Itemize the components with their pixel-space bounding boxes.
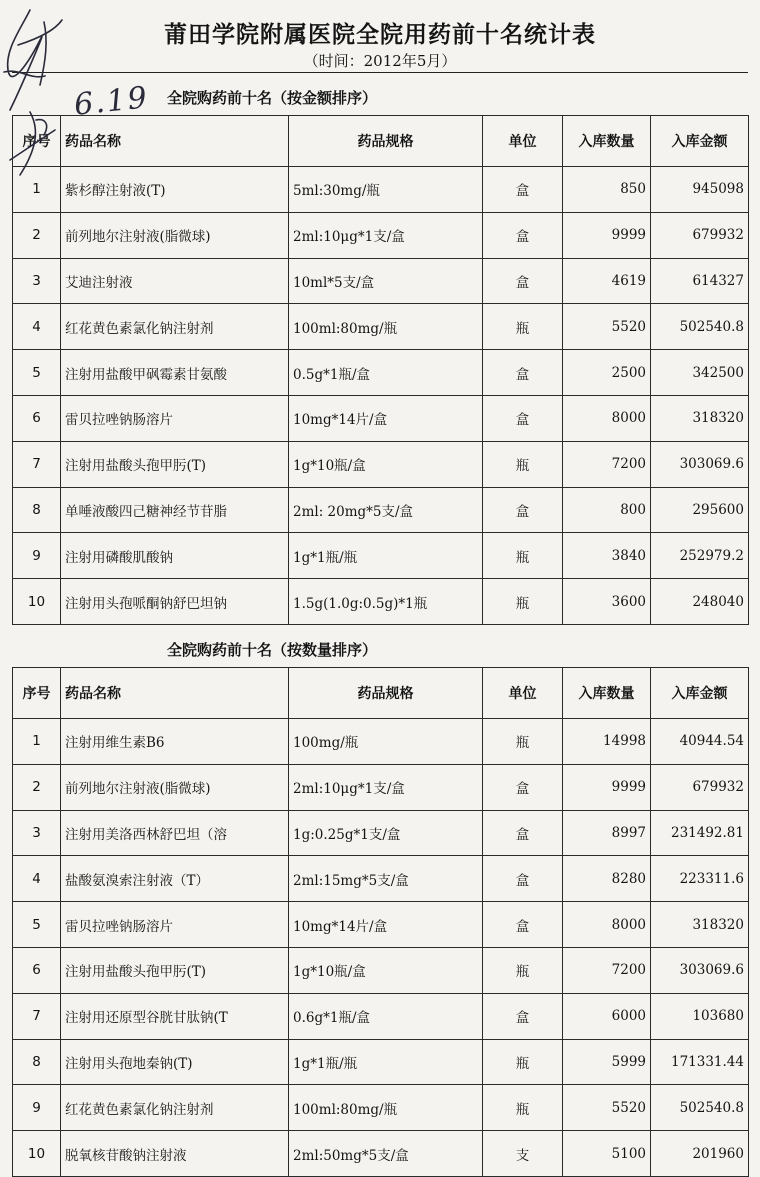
table-row bbox=[13, 487, 749, 533]
cell-quantity: 800 bbox=[563, 487, 651, 533]
col-header-no: 序号 bbox=[13, 116, 61, 167]
cell-amount: 614327 bbox=[651, 258, 749, 304]
cell-drug-name: 注射用头孢哌酮钠舒巴坦钠 bbox=[61, 579, 289, 625]
table-body-by-quantity bbox=[13, 718, 749, 1176]
col-header-name: 药品名称 bbox=[61, 667, 289, 718]
table-row bbox=[13, 258, 749, 304]
table-row bbox=[13, 947, 749, 993]
cell-drug-name: 雷贝拉唑钠肠溶片 bbox=[61, 902, 289, 948]
cell-spec: 5ml:30mg/瓶 bbox=[289, 167, 483, 213]
cell-drug-name: 注射用磷酸肌酸钠 bbox=[61, 533, 289, 579]
cell-no: 7 bbox=[13, 441, 61, 487]
table-row bbox=[13, 395, 749, 441]
cell-no: 3 bbox=[13, 810, 61, 856]
cell-no: 4 bbox=[13, 304, 61, 350]
cell-quantity: 14998 bbox=[563, 718, 651, 764]
cell-amount: 303069.6 bbox=[651, 441, 749, 487]
cell-drug-name: 前列地尔注射液(脂微球) bbox=[61, 764, 289, 810]
cell-amount: 248040 bbox=[651, 579, 749, 625]
table-row bbox=[13, 1131, 749, 1177]
cell-amount: 342500 bbox=[651, 350, 749, 396]
cell-quantity: 6000 bbox=[563, 993, 651, 1039]
cell-quantity: 2500 bbox=[563, 350, 651, 396]
table-row bbox=[13, 350, 749, 396]
table-row bbox=[13, 304, 749, 350]
cell-spec: 1.5g(1.0g:0.5g)*1瓶 bbox=[289, 579, 483, 625]
col-header-spec: 药品规格 bbox=[289, 667, 483, 718]
cell-spec: 2ml:15mg*5支/盒 bbox=[289, 856, 483, 902]
cell-quantity: 850 bbox=[563, 167, 651, 213]
cell-unit: 瓶 bbox=[483, 441, 563, 487]
cell-spec: 1g*1瓶/瓶 bbox=[289, 1039, 483, 1085]
cell-unit: 瓶 bbox=[483, 1039, 563, 1085]
cell-drug-name: 红花黄色素氯化钠注射剂 bbox=[61, 1085, 289, 1131]
cell-no: 9 bbox=[13, 533, 61, 579]
col-header-spec: 药品规格 bbox=[289, 116, 483, 167]
cell-no: 6 bbox=[13, 395, 61, 441]
cell-drug-name: 盐酸氨溴索注射液（T） bbox=[61, 856, 289, 902]
cell-amount: 171331.44 bbox=[651, 1039, 749, 1085]
cell-amount: 40944.54 bbox=[651, 718, 749, 764]
cell-quantity: 3840 bbox=[563, 533, 651, 579]
table-row bbox=[13, 902, 749, 948]
document-date: （时间：2012年5月） bbox=[303, 52, 457, 70]
cell-no: 6 bbox=[13, 947, 61, 993]
table-row bbox=[13, 167, 749, 213]
table-row bbox=[13, 1085, 749, 1131]
cell-amount: 295600 bbox=[651, 487, 749, 533]
cell-amount: 679932 bbox=[651, 212, 749, 258]
cell-spec: 2ml: 20mg*5支/盒 bbox=[289, 487, 483, 533]
cell-unit: 盒 bbox=[483, 487, 563, 533]
cell-unit: 盒 bbox=[483, 993, 563, 1039]
cell-unit: 瓶 bbox=[483, 533, 563, 579]
cell-spec: 1g*1瓶/瓶 bbox=[289, 533, 483, 579]
cell-quantity: 9999 bbox=[563, 764, 651, 810]
cell-drug-name: 注射用维生素B6 bbox=[61, 718, 289, 764]
header-row bbox=[13, 116, 749, 167]
cell-unit: 盒 bbox=[483, 395, 563, 441]
cell-spec: 10mg*14片/盒 bbox=[289, 395, 483, 441]
cell-unit: 盒 bbox=[483, 856, 563, 902]
cell-amount: 502540.8 bbox=[651, 304, 749, 350]
cell-amount: 223311.6 bbox=[651, 856, 749, 902]
header-row bbox=[13, 667, 749, 718]
statistics-sheet bbox=[12, 72, 748, 1177]
table-row bbox=[13, 579, 749, 625]
cell-no: 5 bbox=[13, 902, 61, 948]
cell-amount: 318320 bbox=[651, 395, 749, 441]
table-row bbox=[13, 1039, 749, 1085]
cell-quantity: 8000 bbox=[563, 902, 651, 948]
cell-amount: 201960 bbox=[651, 1131, 749, 1177]
col-header-amount: 入库金额 bbox=[651, 667, 749, 718]
cell-no: 3 bbox=[13, 258, 61, 304]
table-row bbox=[13, 856, 749, 902]
table-body-by-amount bbox=[13, 167, 749, 625]
cell-unit: 盒 bbox=[483, 350, 563, 396]
cell-unit: 盒 bbox=[483, 212, 563, 258]
cell-amount: 945098 bbox=[651, 167, 749, 213]
document-title: 莆田学院附属医院全院用药前十名统计表 bbox=[164, 22, 596, 48]
handwritten-note: 6.19 bbox=[72, 80, 151, 123]
col-header-qty: 入库数量 bbox=[563, 667, 651, 718]
cell-quantity: 4619 bbox=[563, 258, 651, 304]
cell-no: 10 bbox=[13, 579, 61, 625]
cell-amount: 318320 bbox=[651, 902, 749, 948]
cell-spec: 10ml*5支/盒 bbox=[289, 258, 483, 304]
section-title-by-amount: 全院购药前十名（按金额排序） bbox=[167, 89, 378, 107]
cell-drug-name: 红花黄色素氯化钠注射剂 bbox=[61, 304, 289, 350]
cell-quantity: 5100 bbox=[563, 1131, 651, 1177]
cell-quantity: 5999 bbox=[563, 1039, 651, 1085]
cell-no: 9 bbox=[13, 1085, 61, 1131]
cell-quantity: 3600 bbox=[563, 579, 651, 625]
table-row bbox=[13, 718, 749, 764]
cell-amount: 252979.2 bbox=[651, 533, 749, 579]
cell-unit: 瓶 bbox=[483, 304, 563, 350]
cell-no: 8 bbox=[13, 1039, 61, 1085]
cell-drug-name: 单唾液酸四己糖神经节苷脂 bbox=[61, 487, 289, 533]
cell-drug-name: 注射用盐酸头孢甲肟(T) bbox=[61, 441, 289, 487]
cell-drug-name: 注射用还原型谷胱甘肽钠(T bbox=[61, 993, 289, 1039]
cell-spec: 1g*10瓶/盒 bbox=[289, 947, 483, 993]
cell-no: 10 bbox=[13, 1131, 61, 1177]
cell-unit: 瓶 bbox=[483, 718, 563, 764]
cell-drug-name: 雷贝拉唑钠肠溶片 bbox=[61, 395, 289, 441]
cell-spec: 2ml:50mg*5支/盒 bbox=[289, 1131, 483, 1177]
col-header-amount: 入库金额 bbox=[651, 116, 749, 167]
cell-drug-name: 前列地尔注射液(脂微球) bbox=[61, 212, 289, 258]
cell-no: 1 bbox=[13, 718, 61, 764]
cell-amount: 303069.6 bbox=[651, 947, 749, 993]
cell-quantity: 8000 bbox=[563, 395, 651, 441]
cell-amount: 502540.8 bbox=[651, 1085, 749, 1131]
cell-amount: 231492.81 bbox=[651, 810, 749, 856]
cell-amount: 679932 bbox=[651, 764, 749, 810]
cell-drug-name: 注射用盐酸甲砜霉素甘氨酸 bbox=[61, 350, 289, 396]
cell-drug-name: 注射用盐酸头孢甲肟(T) bbox=[61, 947, 289, 993]
table-by-quantity bbox=[12, 667, 749, 1177]
table-row bbox=[13, 993, 749, 1039]
cell-drug-name: 艾迪注射液 bbox=[61, 258, 289, 304]
cell-unit: 瓶 bbox=[483, 1085, 563, 1131]
table-row bbox=[13, 764, 749, 810]
cell-spec: 1g*10瓶/盒 bbox=[289, 441, 483, 487]
cell-no: 4 bbox=[13, 856, 61, 902]
col-header-unit: 单位 bbox=[483, 667, 563, 718]
cell-spec: 2ml:10μg*1支/盒 bbox=[289, 212, 483, 258]
cell-quantity: 8997 bbox=[563, 810, 651, 856]
cell-no: 7 bbox=[13, 993, 61, 1039]
cell-quantity: 5520 bbox=[563, 304, 651, 350]
table-row bbox=[13, 810, 749, 856]
cell-unit: 盒 bbox=[483, 258, 563, 304]
table-row bbox=[13, 533, 749, 579]
cell-spec: 100ml:80mg/瓶 bbox=[289, 304, 483, 350]
cell-drug-name: 紫杉醇注射液(T) bbox=[61, 167, 289, 213]
cell-quantity: 9999 bbox=[563, 212, 651, 258]
cell-drug-name: 注射用美洛西林舒巴坦（溶 bbox=[61, 810, 289, 856]
cell-unit: 瓶 bbox=[483, 579, 563, 625]
cell-unit: 瓶 bbox=[483, 947, 563, 993]
col-header-qty: 入库数量 bbox=[563, 116, 651, 167]
table-by-amount bbox=[12, 115, 749, 625]
cell-drug-name: 脱氧核苷酸钠注射液 bbox=[61, 1131, 289, 1177]
cell-unit: 盒 bbox=[483, 810, 563, 856]
cell-no: 5 bbox=[13, 350, 61, 396]
table-row bbox=[13, 441, 749, 487]
section-title-by-quantity: 全院购药前十名（按数量排序） bbox=[167, 640, 378, 659]
cell-quantity: 8280 bbox=[563, 856, 651, 902]
col-header-no: 序号 bbox=[13, 667, 61, 718]
cell-quantity: 7200 bbox=[563, 441, 651, 487]
cell-spec: 10mg*14片/盒 bbox=[289, 902, 483, 948]
col-header-name: 药品名称 bbox=[61, 116, 289, 167]
cell-spec: 100mg/瓶 bbox=[289, 718, 483, 764]
table-row bbox=[13, 212, 749, 258]
cell-unit: 盒 bbox=[483, 167, 563, 213]
cell-spec: 0.5g*1瓶/盒 bbox=[289, 350, 483, 396]
cell-quantity: 7200 bbox=[563, 947, 651, 993]
cell-spec: 100ml:80mg/瓶 bbox=[289, 1085, 483, 1131]
cell-amount: 103680 bbox=[651, 993, 749, 1039]
cell-no: 2 bbox=[13, 212, 61, 258]
cell-no: 1 bbox=[13, 167, 61, 213]
cell-unit: 盒 bbox=[483, 764, 563, 810]
cell-spec: 2ml:10μg*1支/盒 bbox=[289, 764, 483, 810]
cell-no: 8 bbox=[13, 487, 61, 533]
cell-no: 2 bbox=[13, 764, 61, 810]
cell-spec: 0.6g*1瓶/盒 bbox=[289, 993, 483, 1039]
cell-unit: 盒 bbox=[483, 902, 563, 948]
col-header-unit: 单位 bbox=[483, 116, 563, 167]
cell-quantity: 5520 bbox=[563, 1085, 651, 1131]
cell-spec: 1g:0.25g*1支/盒 bbox=[289, 810, 483, 856]
cell-drug-name: 注射用头孢地秦钠(T) bbox=[61, 1039, 289, 1085]
cell-unit: 支 bbox=[483, 1131, 563, 1177]
